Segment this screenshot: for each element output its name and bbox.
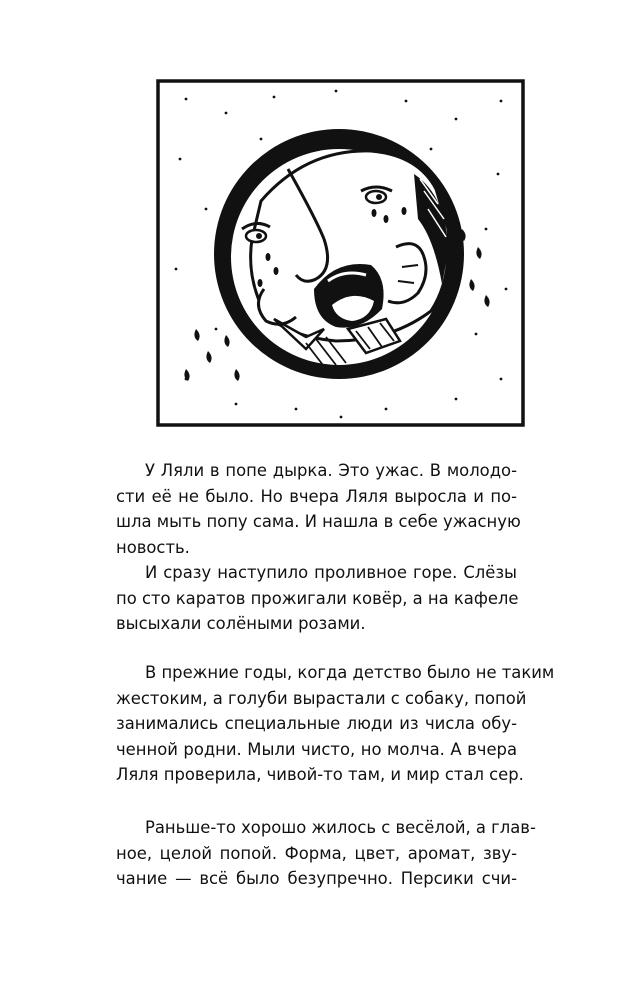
paragraph-1 (116, 458, 521, 560)
paragraph-2 (116, 560, 517, 637)
text-line: Раньше-то хорошо жилось с весёлой, а глав- (145, 818, 536, 837)
text-line: жестоким, а голуби вырастали с собаку, попой (116, 688, 527, 708)
paragraph-3 (116, 660, 555, 788)
text-line: шла мыть попу сама. И нашла в себе ужасную (116, 512, 521, 531)
text-line: В прежние годы, когда детство было не таким (145, 663, 555, 682)
text-line: новость. (116, 537, 190, 557)
text-line: И сразу наступило проливное горе. Слёзы (145, 563, 517, 582)
text-line: по сто каратов прожигали ковёр, а на кафеле (116, 588, 519, 608)
text-line: Ляля проверила, чивой-то там, и мир стал сер. (116, 765, 524, 784)
text-line: сти её не было. Но вчера Ляля выросла и по- (116, 486, 517, 506)
text-line: У Ляли в попе дырка. Это ужас. В молодо- (145, 461, 517, 480)
crying-face-in-circle-icon (156, 79, 525, 427)
text-line: чание — всё было безупречно. Персики счи- (116, 869, 517, 888)
illustration-frame (156, 79, 525, 427)
text-line: ченной родни. Мыли чисто, но молча. А вчера (116, 739, 517, 759)
text-line: высыхали солёными розами. (116, 614, 366, 633)
text-line: занимались специальные люди из числа обу- (116, 714, 517, 733)
paragraph-4 (116, 815, 536, 892)
text-line: ное, целой попой. Форма, цвет, аромат, зву- (116, 843, 517, 863)
